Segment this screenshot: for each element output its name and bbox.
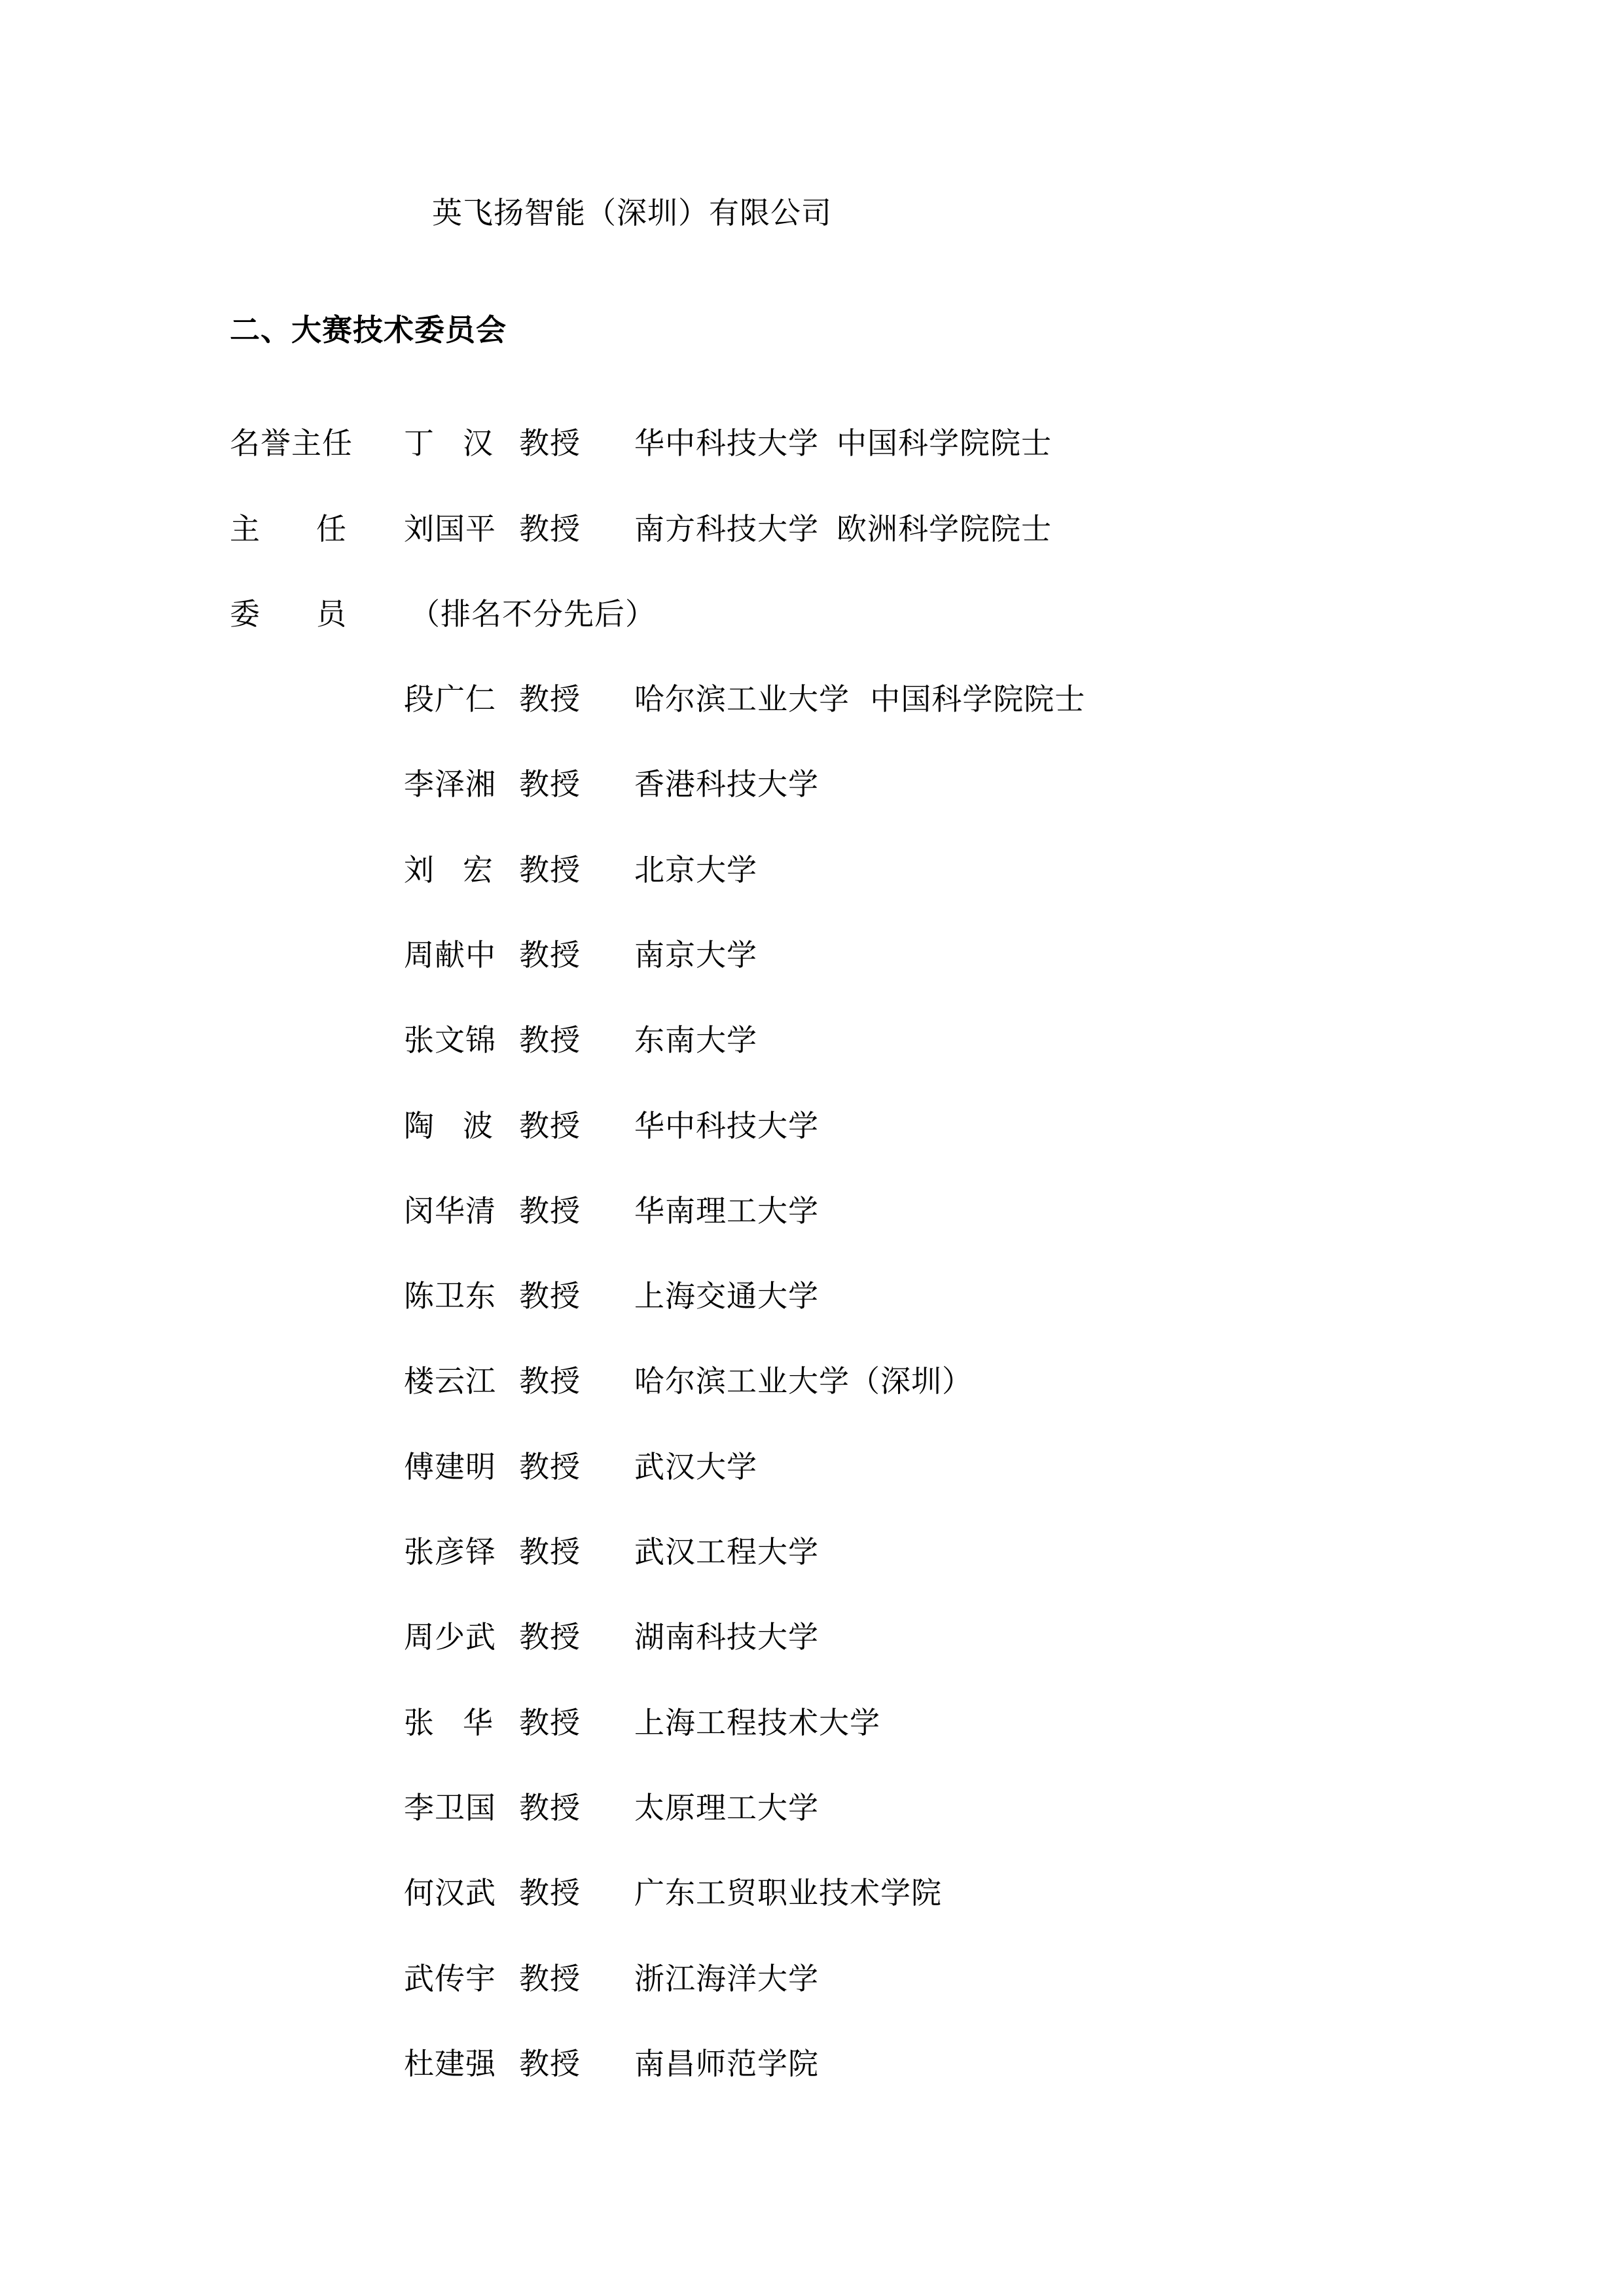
honorary-director-honor: 中国科学院院士 (837, 425, 1052, 461)
member-name: 陶波 (404, 1108, 522, 1143)
member-title: 教授 (519, 1619, 581, 1655)
members-note: （排名不分先后） (410, 596, 656, 632)
honorary-director-role: 名誉主任 (230, 425, 353, 461)
member-affiliation: 广东工贸职业技术学院 (634, 1875, 942, 1910)
honorary-director-name: 丁汉 (404, 425, 522, 461)
member-title: 教授 (519, 1705, 581, 1740)
member-name: 张文锦 (404, 1022, 496, 1058)
member-affiliation: 武汉大学 (634, 1449, 757, 1484)
member-affiliation: 哈尔滨工业大学（深圳） (634, 1363, 973, 1399)
member-affiliation: 湖南科技大学 (634, 1619, 819, 1655)
member-affiliation: 浙江海洋大学 (634, 1961, 819, 1996)
member-name: 周少武 (404, 1619, 496, 1655)
member-name: 张彦铎 (404, 1534, 496, 1570)
member-title: 教授 (519, 1875, 581, 1910)
member-title: 教授 (519, 1193, 581, 1229)
member-title: 教授 (519, 1790, 581, 1825)
member-title: 教授 (519, 1022, 581, 1058)
member-name: 周献中 (404, 937, 496, 973)
member-name: 李卫国 (404, 1790, 496, 1825)
member-affiliation: 南昌师范学院 (634, 2046, 819, 2081)
member-affiliation: 上海交通大学 (634, 1278, 819, 1314)
member-affiliation: 太原理工大学 (634, 1790, 819, 1825)
member-affiliation: 上海工程技术大学 (634, 1705, 880, 1740)
member-affiliation: 华中科技大学 (634, 1108, 819, 1143)
member-affiliation: 香港科技大学 (634, 766, 819, 802)
member-name: 李泽湘 (404, 766, 496, 802)
section-heading: 二、大赛技术委员会 (230, 312, 507, 348)
member-title: 教授 (519, 681, 581, 717)
member-title: 教授 (519, 1363, 581, 1399)
honorary-director-affiliation: 华中科技大学 (634, 425, 819, 461)
member-name: 段广仁 (404, 681, 496, 717)
member-name: 张华 (404, 1705, 522, 1740)
member-name: 闵华清 (404, 1193, 496, 1229)
member-title: 教授 (519, 1449, 581, 1484)
member-title: 教授 (519, 1534, 581, 1570)
member-name: 楼云江 (404, 1363, 496, 1399)
member-name: 刘宏 (404, 852, 522, 888)
member-title: 教授 (519, 1108, 581, 1143)
director-honor: 欧洲科学院院士 (837, 511, 1052, 547)
member-affiliation: 东南大学 (634, 1022, 757, 1058)
member-title: 教授 (519, 2046, 581, 2081)
member-title: 教授 (519, 1278, 581, 1314)
member-name: 杜建强 (404, 2046, 496, 2081)
honorary-director-title: 教授 (519, 425, 581, 461)
member-name: 何汉武 (404, 1875, 496, 1910)
member-title: 教授 (519, 766, 581, 802)
member-title: 教授 (519, 937, 581, 973)
member-affiliation: 哈尔滨工业大学 中国科学院院士 (634, 681, 1086, 717)
member-title: 教授 (519, 1961, 581, 1996)
member-name: 武传宇 (404, 1961, 496, 1996)
director-title: 教授 (519, 511, 581, 547)
member-affiliation: 北京大学 (634, 852, 757, 888)
director-role: 主任 (230, 511, 403, 547)
company-name: 英飞扬智能（深圳）有限公司 (432, 195, 832, 230)
member-title: 教授 (519, 852, 581, 888)
member-affiliation: 华南理工大学 (634, 1193, 819, 1229)
member-affiliation: 武汉工程大学 (634, 1534, 819, 1570)
director-name: 刘国平 (404, 511, 496, 547)
director-affiliation: 南方科技大学 (634, 511, 819, 547)
member-affiliation: 南京大学 (634, 937, 757, 973)
member-name: 傅建明 (404, 1449, 496, 1484)
member-name: 陈卫东 (404, 1278, 496, 1314)
members-role: 委员 (230, 596, 403, 632)
